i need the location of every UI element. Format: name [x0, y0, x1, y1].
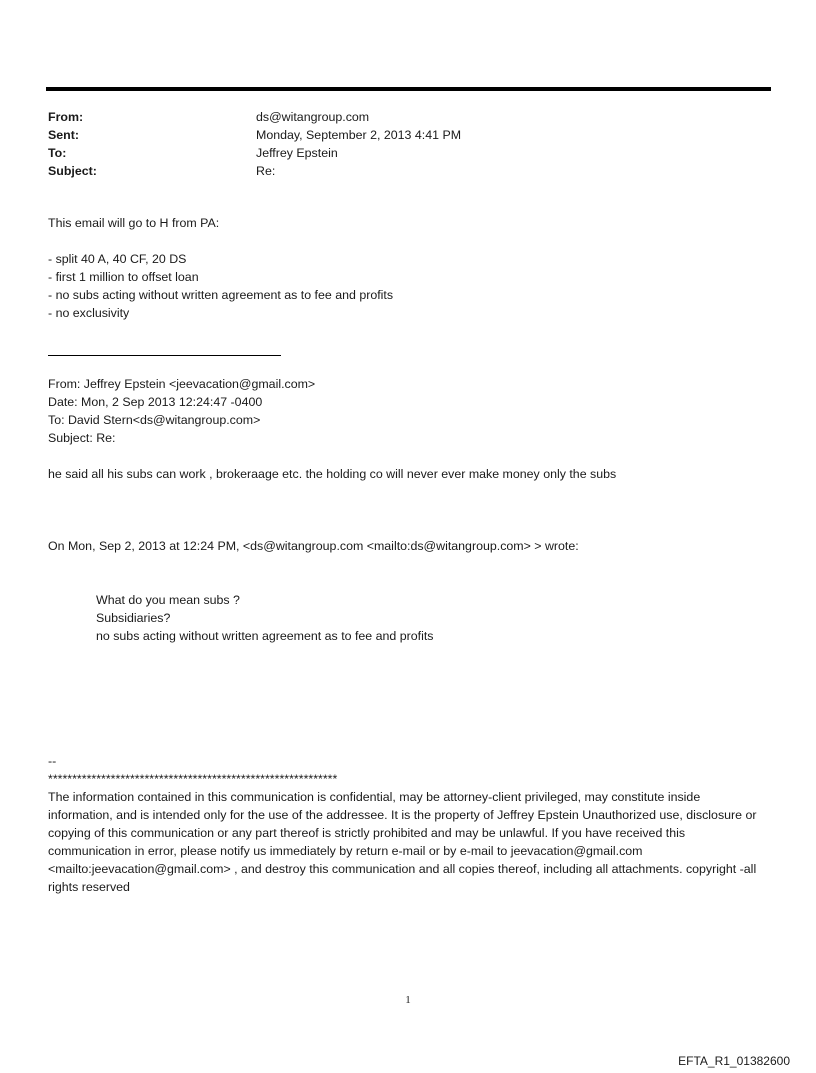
earlier-line: Subsidiaries? [96, 611, 171, 625]
subject-value: Re: [256, 164, 276, 178]
to-label: To: [48, 146, 67, 160]
quoted-message-text: he said all his subs can work , brokeraage etc. the holding co will never ever make money only the subs [48, 467, 617, 481]
bullet-list [48, 250, 393, 322]
document-id: EFTA_R1_01382600 [678, 1054, 790, 1068]
subject-label: Subject: [48, 164, 97, 178]
sent-label: Sent: [48, 128, 79, 142]
signature-separator [48, 752, 337, 788]
sent-value: Monday, September 2, 2013 4:41 PM [256, 128, 462, 142]
confidentiality-disclaimer: The information contained in this communication is confidential, may be attorney-client privileged, may constitute inside information, and is intended only for the use of the addressee. It is the property of Jeffrey Epstein Unauthorized use, disclosure or copying of this communication or any part thereof is strictly prohibited and may be unlawful. If you have received this communication in error, please notify us immediately by return e-mail or by e-mail to jeevacation@gmail.com <mailto:jeevacation@gmail.com> , and destroy this communication and all copies thereof, including all attachments. copyright -all rights reserved [48, 790, 757, 894]
attribution-text: On Mon, Sep 2, 2013 at 12:24 PM, <ds@witangroup.com <mailto:ds@witangroup.com> > wrote: [48, 539, 579, 553]
quote-separator [48, 355, 281, 356]
quoted-to: To: David Stern<ds@witangroup.com> [48, 413, 261, 427]
sig-stars: ************************************************************ [48, 772, 338, 786]
from-label: From: [48, 110, 84, 124]
quoted-date: Date: Mon, 2 Sep 2013 12:24:47 -0400 [48, 395, 263, 409]
quoted-subject: Subject: Re: [48, 431, 116, 445]
quoted-header [48, 375, 315, 447]
quoted-message [48, 465, 616, 483]
list-item: - no exclusivity [48, 306, 130, 320]
earlier-message [96, 591, 434, 645]
page-number: 1 [405, 994, 411, 1006]
list-item: - split 40 A, 40 CF, 20 DS [48, 252, 187, 266]
header-rule [46, 87, 771, 91]
earlier-line: no subs acting without written agreement as to fee and profits [96, 629, 434, 643]
quoted-from: From: Jeffrey Epstein <jeevacation@gmail.com> [48, 377, 316, 391]
list-item: - no subs acting without written agreement as to fee and profits [48, 288, 394, 302]
list-item: - first 1 million to offset loan [48, 270, 199, 284]
sig-dashes: -- [48, 754, 57, 768]
earlier-line: What do you mean subs ? [96, 593, 240, 607]
from-value: ds@witangroup.com [256, 110, 370, 124]
body-intro [48, 214, 219, 232]
earlier-attribution [48, 537, 579, 555]
to-value: Jeffrey Epstein [256, 146, 338, 160]
intro-text: This email will go to H from PA: [48, 216, 220, 230]
